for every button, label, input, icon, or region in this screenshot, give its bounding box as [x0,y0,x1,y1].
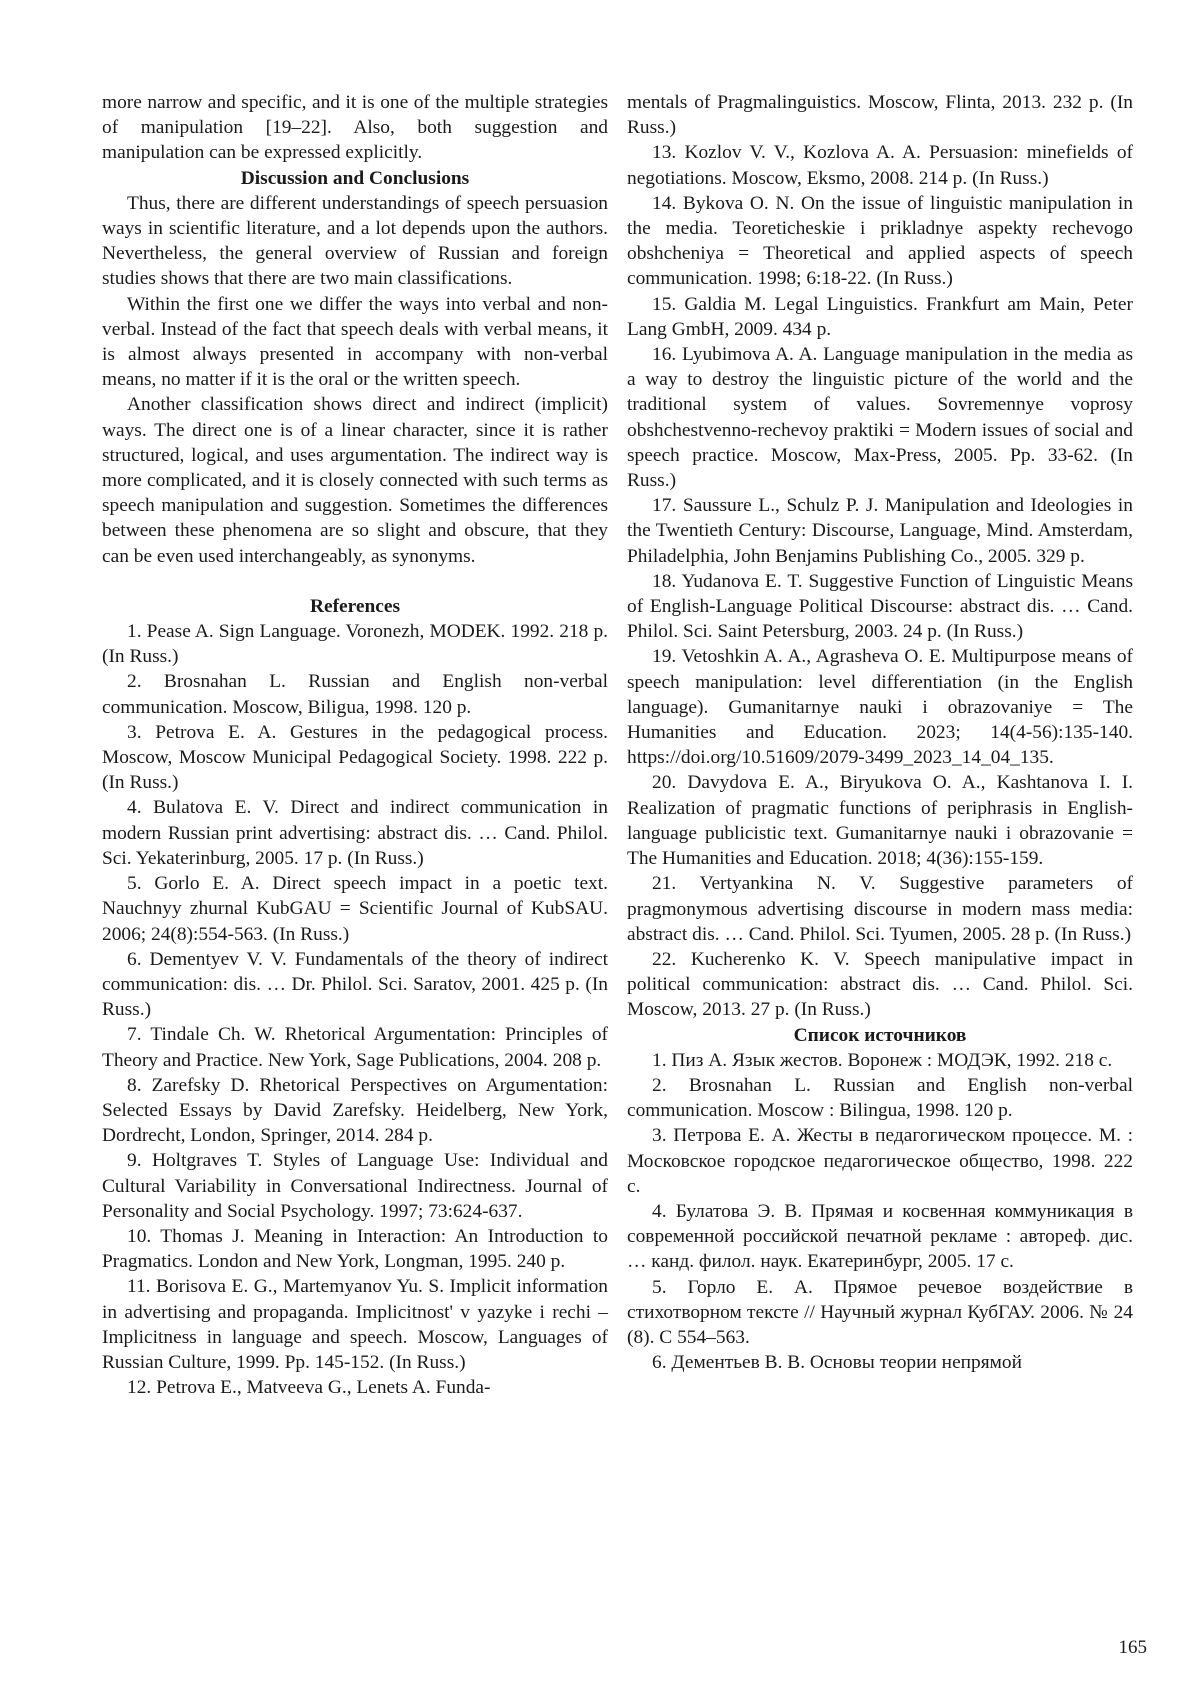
reference-item: 16. Lyubimova A. A. Language manipulation in the media as a way to destroy the linguistic picture of the world and the traditional system of values. Sovremennye voprosy obshchestvenno-rechevoy praktiki = Modern issues of social and speech practice. Moscow, Max-Press, 2005. Pp. 33-62. (In Russ.) [627,344,1133,492]
references-title: References [309,595,401,617]
source-item: 1. Пиз А. Язык жестов. Воронеж : МОДЭК, 1992. 218 с. [652,1049,1113,1071]
reference-item: 2. Brosnahan L. Russian and English non-verbal communication. Moscow, Biligua, 1998. 120 p. [102,671,608,718]
body-paragraph: Within the first one we differ the ways into verbal and non-verbal. Instead of the fact that speech deals with verbal means, it is almost always presented in accompany with non-verbal means, no matter if it is the oral or the written speech. [102,293,608,391]
body-paragraph: Thus, there are different understandings of speech persuasion ways in scientific literature, and a lot depends upon the authors. Nevertheless, the general overview of Russian and foreign studies shows that there are two main classifications. [102,192,608,290]
reference-item: 14. Bykova O. N. On the issue of linguistic manipulation in the media. Teoreticheskie i prikladnye aspekty rechevogo obshcheniya = Theoretical and applied aspects of speech communication. 1998; 6:18-22. (In Russ.) [627,192,1133,290]
sources-title: Список источников [793,1024,967,1046]
reference-item: 15. Galdia M. Legal Linguistics. Frankfurt am Main, Peter Lang GmbH, 2009. 434 p. [627,293,1133,340]
reference-item: 19. Vetoshkin A. A., Agrasheva O. E. Multipurpose means of speech manipulation: level differentiation (in the English language). Gumanitarnye nauki i obrazovaniye = The Humanities and Education. 2023; 14(4-56):135-140. https://doi.org/10.51609/2079-3499_2023_14_04_135. [627,646,1133,769]
reference-item: 7. Tindale Ch. W. Rhetorical Argumentation: Principles of Theory and Practice. New York, Sage Publications, 2004. 208 p. [102,1024,608,1071]
left-column [102,90,608,1400]
reference-item: 9. Holtgraves T. Styles of Language Use: Individual and Cultural Variability in Conversational Indirectness. Journal of Personality and Social Psychology. 1997; 73:624-637. [102,1150,608,1222]
page-number: 165 [1118,1637,1147,1658]
reference-item: 22. Kucherenko K. V. Speech manipulative impact in political communication: abstract dis. … Cand. Philol. Sci. Moscow, 2013. 27 p. (In Russ.) [627,948,1133,1021]
reference-item: 17. Saussure L., Schulz P. J. Manipulation and Ideologies in the Twentieth Century: Discourse, Language, Mind. Amsterdam, Philadelphia, John Benjamins Publishing Co., 2005. 329 p. [627,495,1133,567]
reference-item: 20. Davydova E. A., Biryukova O. A., Kashtanova I. I. Realization of pragmatic functions of periphrasis in English-language publicistic text. Gumanitarnye nauki i obrazovanie = The Humanities and Education. 2018; 4(36):155-159. [627,772,1133,870]
reference-item: 13. Kozlov V. V., Kozlova A. A. Persuasion: minefields of negotiations. Moscow, Eksmo, 2008. 214 p. (In Russ.) [627,142,1133,189]
section-title: Discussion and Conclusions [240,167,470,189]
reference-item: 10. Thomas J. Meaning in Interaction: An Introduction to Pragmatics. London and New York, Longman, 1995. 240 p. [102,1225,608,1273]
reference-item: 21. Vertyankina N. V. Suggestive parameters of pragmonymous advertising discourse in modern mass media: abstract dis. … Cand. Philol. Sci. Tyumen, 2005. 28 p. (In Russ.) [627,873,1133,945]
reference-item: 18. Yudanova E. T. Suggestive Function of Linguistic Means of English-Language Political Discourse: abstract dis. … Cand. Philol. Sci. Saint Petersburg, 2003. 24 p. (In Russ.) [627,570,1133,643]
source-item: 4. Булатова Э. В. Прямая и косвенная коммуникация в современной российской печатной рекламе : автореф. дис. … канд. филол. наук. Екатеринбург, 2005. 17 с. [627,1200,1133,1273]
reference-item: 8. Zarefsky D. Rhetorical Perspectives on Argumentation: Selected Essays by David Zarefsky. Heidelberg, New York, Dordrecht, London, Springer, 2014. 284 p. [102,1074,608,1147]
source-item: 5. Горло Е. А. Прямое речевое воздействие в стихотворном тексте // Научный журнал КубГАУ. 2006. № 24 (8). С 554–563. [627,1276,1133,1348]
source-item: 2. Brosnahan L. Russian and English non-verbal communication. Moscow : Bilingua, 1998. 120 p. [627,1074,1133,1122]
right-column [627,90,1133,1375]
continued-paragraph: more narrow and specific, and it is one of the multiple strategies of manipulation [19–22]. Also, both suggestion and manipulation can be expressed explicitly. [102,92,608,164]
source-item: 6. Дементьев В. В. Основы теории непрямой [652,1352,1023,1374]
reference-item: 6. Dementyev V. V. Fundamentals of the theory of indirect communication: dis. … Dr. Philol. Sci. Saratov, 2001. 425 p. (In Russ.) [102,948,608,1021]
spacer [102,569,608,594]
reference-item: 4. Bulatova E. V. Direct and indirect communication in modern Russian print advertising: abstract dis. … Cand. Philol. Sci. Yekaterinburg, 2005. 17 p. (In Russ.) [102,797,608,869]
reference-item: 12. Petrova E., Matveeva G., Lenets A. Funda- [127,1377,491,1399]
source-item: 3. Петрова Е. А. Жесты в педагогическом процессе. М. : Московское городское педагогическое общество, 1998. 222 с. [627,1125,1133,1197]
body-paragraph: Another classification shows direct and indirect (implicit) ways. The direct one is of a linear character, since it is rather structured, logical, and uses argumentation. The indirect way is more complicated, and it is closely connected with such terms as speech manipulation and suggestion. Sometimes the differences between these phenomena are so slight and obscure, that they can be even used interchangeably, as synonyms. [102,394,608,567]
reference-item: 11. Borisova E. G., Martemyanov Yu. S. Implicit information in advertising and propaganda. Implicitnost' v yazyke i rechi – Implicitness in language and speech. Moscow, Languages of Russian Culture, 1999. Pp. 145-152. (In Russ.) [102,1276,608,1373]
reference-item: 1. Pease A. Sign Language. Voronezh, MODEK. 1992. 218 p. (In Russ.) [102,621,608,668]
continued-reference: mentals of Pragmalinguistics. Moscow, Flinta, 2013. 232 p. (In Russ.) [627,92,1133,139]
reference-item: 5. Gorlo E. A. Direct speech impact in a poetic text. Nauchnyy zhurnal KubGAU = Scientific Journal of KubSAU. 2006; 24(8):554-563. (In Russ.) [102,873,608,945]
reference-item: 3. Petrova E. A. Gestures in the pedagogical process. Moscow, Moscow Municipal Pedagogical Society. 1998. 222 p. (In Russ.) [102,721,608,794]
